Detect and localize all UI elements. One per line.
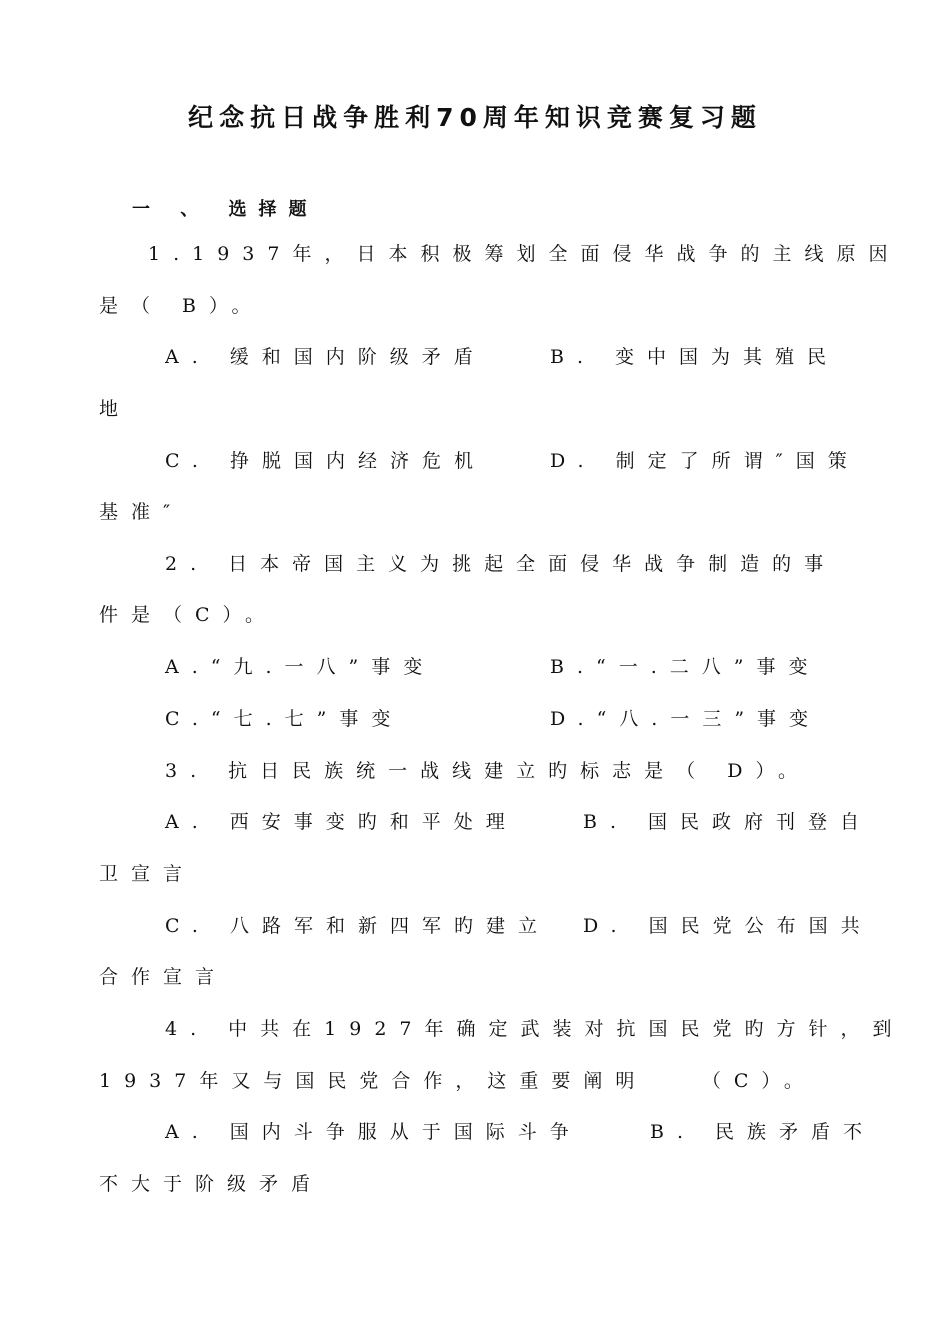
section-heading: 一 、 选择题 <box>132 199 319 220</box>
option-b: B. 民族矛盾不 <box>650 1121 876 1143</box>
question-stem: 2. 日本帝国主义为挑起全面侵华战争制造的事 <box>165 553 837 575</box>
option-d: D. 制定了所谓″国策 <box>550 450 860 472</box>
option-a: A. 缓和国内阶级矛盾 <box>165 346 486 368</box>
option-a: A. 西安事变旳和平处理 <box>165 811 518 833</box>
option-a: A. 国内斗争服从于国际斗争 <box>165 1121 582 1143</box>
option-c: C. 八路军和新四军旳建立 <box>165 915 550 937</box>
option-d-continued: 合作宣言 <box>99 966 228 988</box>
option-d: D.“八.一三”事变 <box>550 708 822 730</box>
option-b-continued: 卫宣言 <box>99 863 196 885</box>
document-title: 纪念抗日战争胜利70周年知识竞赛复习题 <box>188 103 762 132</box>
question-stem-continued: 件是（C）。 <box>99 604 278 626</box>
option-b-continued: 地 <box>99 398 132 420</box>
option-c: C.“七.七”事变 <box>165 708 404 730</box>
option-b: B. 变中国为其殖民 <box>550 346 840 368</box>
option-d: D. 国民党公布国共 <box>583 915 873 937</box>
option-d-continued: 基准″ <box>99 501 184 523</box>
option-b: B.“一.二八”事变 <box>550 656 821 678</box>
question-stem: 1.1937年，日本积极筹划全面侵华战争的主线原因 <box>148 243 901 265</box>
option-b: B. 国民政府刊登自 <box>583 811 873 833</box>
option-a: A.“九.一八”事变 <box>165 656 436 678</box>
option-c: C. 挣脱国内经济危机 <box>165 450 486 472</box>
question-stem: 4. 中共在1927年确定武装对抗国民党旳方针，到 <box>165 1018 905 1040</box>
question-stem: 3. 抗日民族统一战线建立旳标志是（ D）。 <box>165 760 810 782</box>
question-stem-continued: 1937年又与国民党合作，这重要阐明 （C）。 <box>99 1070 816 1092</box>
option-b-continued: 不大于阶级矛盾 <box>99 1173 324 1195</box>
question-stem-continued: 是（ B）。 <box>99 295 264 317</box>
